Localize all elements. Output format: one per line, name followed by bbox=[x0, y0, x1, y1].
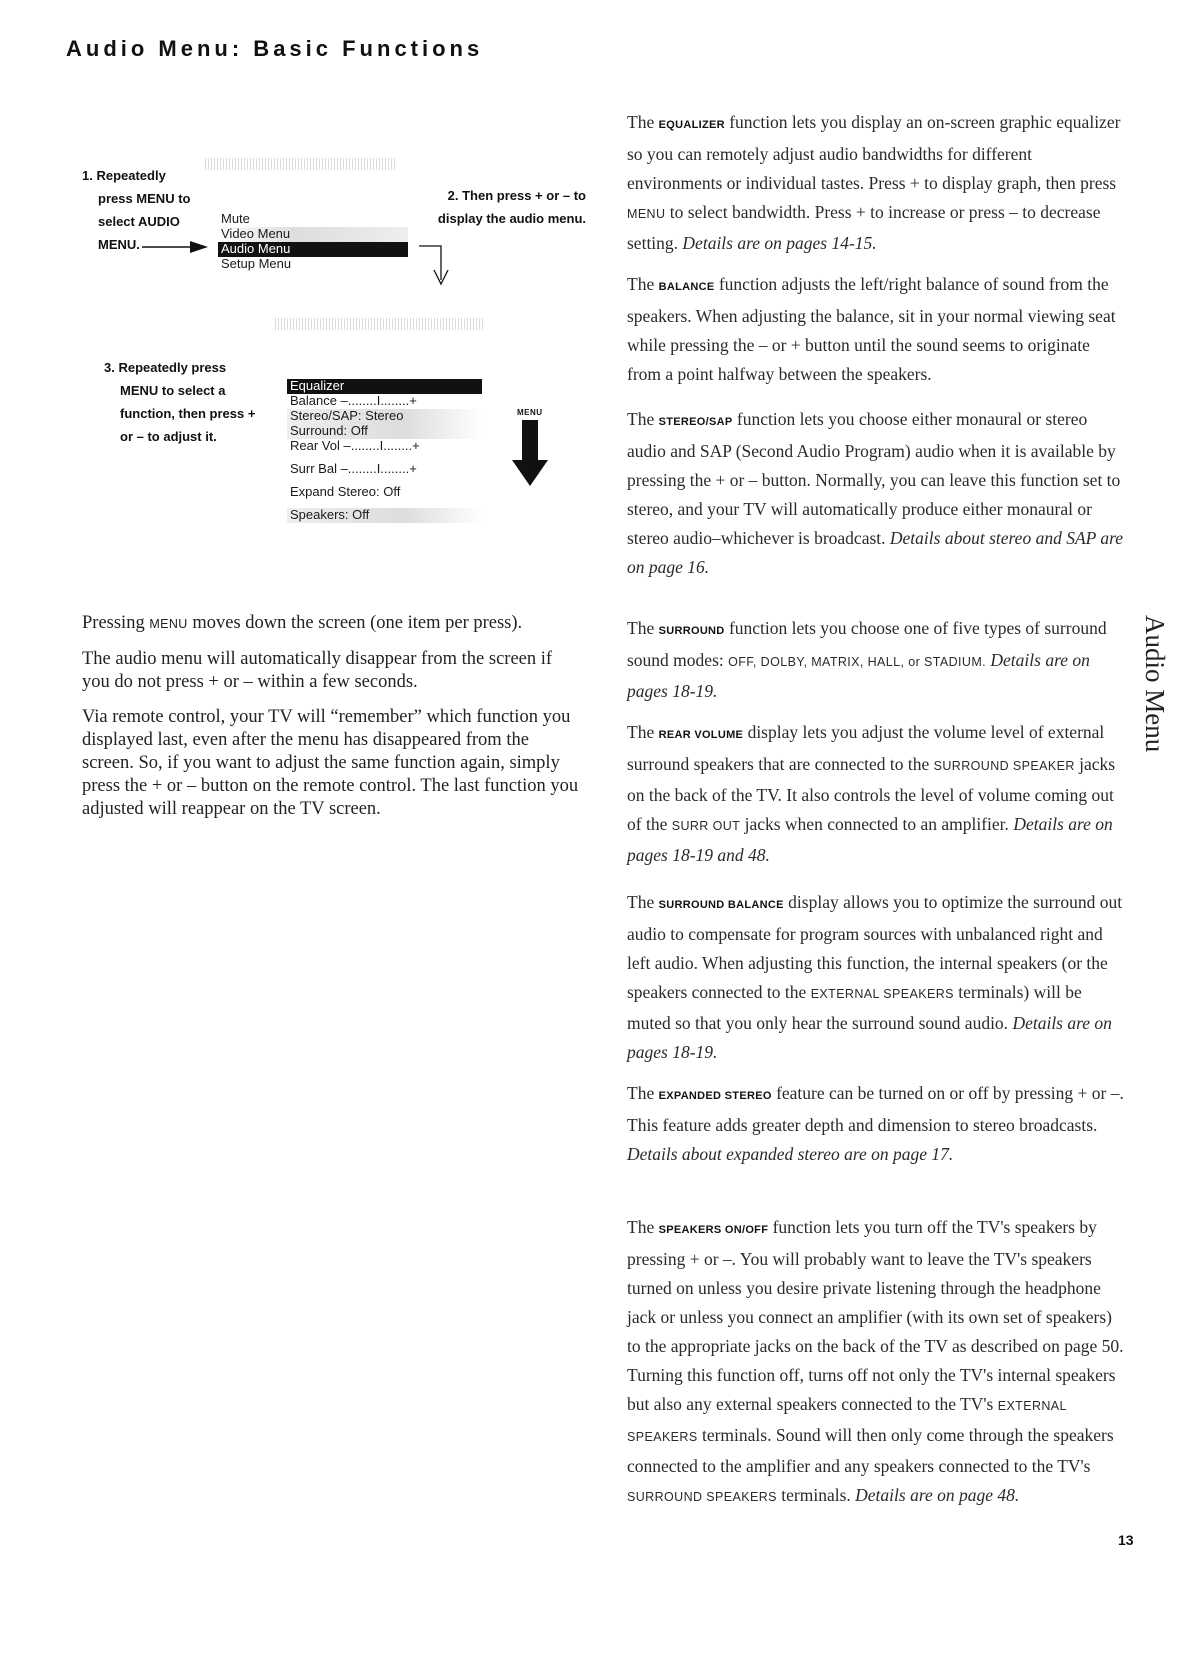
surround-paragraph bbox=[627, 614, 1127, 706]
text: jacks on the back of the TV. It also controls the level of volume coming out of the bbox=[627, 754, 1116, 834]
page-number: 13 bbox=[1118, 1532, 1134, 1548]
text: terminals) will be muted so that you only hear the surround sound audio. bbox=[627, 982, 1082, 1033]
rear-volume-paragraph bbox=[627, 718, 1127, 870]
text: The bbox=[627, 1083, 659, 1103]
keyword: STEREO/SAP bbox=[658, 416, 733, 428]
keyword: EXTERNAL SPEAKERS bbox=[810, 987, 954, 1001]
audio-menu-item-equalizer: Equalizer bbox=[287, 379, 482, 394]
main-menu-item-mute: Mute bbox=[221, 211, 250, 226]
audio-menu-item-surr-bal: Surr Bal –........I........+ bbox=[290, 461, 417, 476]
text: terminals. Sound will then only come through the speakers connected to the amplifier and any speakers connected to the TV's bbox=[627, 1425, 1114, 1476]
main-menu-item-video: Video Menu bbox=[218, 227, 408, 242]
expanded-stereo-paragraph bbox=[627, 1079, 1127, 1169]
keyword: MENU bbox=[627, 207, 666, 221]
step-2-line: display the audio menu. bbox=[437, 211, 586, 226]
page-reference: Details are on pages 18-19 and 48. bbox=[627, 814, 1113, 865]
section-side-tab: Audio Menu bbox=[1140, 615, 1170, 753]
left-column-text bbox=[82, 612, 582, 833]
audio-menu-item-speakers: Speakers: Off bbox=[287, 508, 482, 523]
page-reference: Details are on pages 18-19. bbox=[627, 1013, 1112, 1062]
paragraph bbox=[82, 612, 582, 636]
step-3-line: or – to adjust it. bbox=[120, 429, 217, 444]
paragraph: Via remote control, your TV will “remember” which function you displayed last, even after the menu has disappeared from the screen. So, if you want to adjust the same function again, simply press the + or – button on the remote control. The last function you adjusted will reappear on the TV screen. bbox=[82, 707, 579, 819]
keyword: BALANCE bbox=[658, 281, 715, 293]
right-arrow-icon bbox=[140, 240, 210, 254]
step-1-line: MENU. bbox=[98, 237, 140, 252]
text: display allows you to optimize the surround out audio to compensate for program sources with unbalanced right and left audio. When adjusting this function, the internal speakers (or the speakers connected to the bbox=[627, 892, 1123, 1002]
keyword: SURROUND SPEAKER bbox=[933, 759, 1075, 773]
audio-menu-item-balance: Balance –........I........+ bbox=[290, 393, 417, 408]
main-menu-osd bbox=[218, 212, 408, 272]
keyword: MENU bbox=[149, 617, 188, 631]
step-1-line: press MENU to bbox=[98, 191, 191, 206]
audio-menu-osd bbox=[287, 379, 482, 523]
keyword: REAR VOLUME bbox=[658, 729, 744, 741]
keyword: SPEAKERS ON/OFF bbox=[658, 1224, 769, 1236]
page-reference: Details are on page 48. bbox=[855, 1485, 1020, 1505]
equalizer-paragraph bbox=[627, 108, 1127, 258]
keyword: EXPANDED STEREO bbox=[658, 1090, 772, 1102]
bent-arrow-icon bbox=[417, 240, 453, 288]
text: function adjusts the left/right balance of sound from the speakers. When adjusting the balance, sit in your normal viewing seat while pressing the – or + button until the sound seems to originate from a point halfway between the speakers. bbox=[627, 274, 1116, 384]
text: terminals. bbox=[776, 1485, 856, 1505]
text: feature can be turned on or off by pressing + or –. This feature adds greater depth and dimension to stereo broadcasts. bbox=[627, 1083, 1124, 1135]
step-2-line: 2. Then press + or – to bbox=[447, 188, 586, 203]
paragraph: The audio menu will automatically disappear from the screen if you do not press + or – within a few seconds. bbox=[82, 649, 553, 692]
text: Pressing bbox=[82, 613, 150, 633]
step-1-line: select AUDIO bbox=[98, 214, 180, 229]
audio-menu-item-surround: Surround: Off bbox=[287, 424, 482, 439]
text: The bbox=[627, 274, 659, 294]
main-menu-item-setup: Setup Menu bbox=[221, 256, 292, 271]
keyword: SURROUND SPEAKERS bbox=[627, 1490, 777, 1504]
step-3-instruction bbox=[104, 356, 279, 448]
keyword: SURR OUT bbox=[671, 819, 741, 833]
menu-button-label: MENU bbox=[517, 408, 543, 417]
audio-menu-item-rear-vol: Rear Vol –........I........+ bbox=[290, 438, 420, 453]
keyword: EQUALIZER bbox=[658, 119, 725, 131]
balance-paragraph bbox=[627, 270, 1127, 389]
step-1-line: 1. Repeatedly bbox=[82, 168, 166, 183]
text: function lets you display an on-screen graphic equalizer so you can remotely adjust audio bandwidths for different environments or individual tastes. Press + to display graph, then press bbox=[627, 112, 1121, 193]
step-3-line: 3. Repeatedly press bbox=[104, 360, 227, 375]
page-reference: Details are on pages 14-15. bbox=[682, 233, 877, 253]
text: The bbox=[627, 1217, 659, 1237]
text: The bbox=[627, 722, 659, 742]
speakers-paragraph bbox=[627, 1213, 1127, 1512]
text: The bbox=[627, 409, 659, 429]
text: function lets you choose one of five types of surround sound modes: bbox=[627, 618, 1107, 670]
keyword: SURROUND BALANCE bbox=[658, 899, 784, 911]
text: The bbox=[627, 618, 659, 638]
audio-menu-item-expand-stereo: Expand Stereo: Off bbox=[290, 484, 401, 499]
surround-balance-paragraph bbox=[627, 888, 1127, 1067]
stereo-sap-paragraph bbox=[627, 405, 1127, 582]
page-reference: Details about expanded stereo are on page 17. bbox=[627, 1144, 954, 1164]
step-3-line: function, then press + bbox=[120, 406, 256, 421]
keyword: OFF, DOLBY, MATRIX, HALL, or STADIUM. bbox=[728, 655, 987, 669]
page-reference: Details are on pages 18-19. bbox=[627, 650, 1090, 701]
text: function lets you choose either monaural or stereo audio and SAP (Second Audio Program) audio when it is available by pressing the + or – button. Normally, you can leave this function set to stereo, and your TV will automatically produce either monaural or stereo audio–whichever is broadcast. bbox=[627, 409, 1121, 548]
keyword: SURROUND bbox=[658, 625, 725, 637]
screen-noise bbox=[205, 158, 395, 170]
text: function lets you turn off the TV's speakers by pressing + or –. You will probably want to leave the TV's speakers turned on unless you desire private listening through the headphone jack or unless you connect an amplifier (with its own set of speakers) to the appropriate jacks on the back of the TV as described on page 50. Turning this function off, turns off not only the TV's internal speakers but also any external speakers connected to the TV's bbox=[627, 1217, 1124, 1414]
text: jacks when connected to an amplifier. bbox=[740, 814, 1014, 834]
text: display lets you adjust the volume level of external surround speakers that are connected to the bbox=[627, 722, 1105, 774]
page-title: Audio Menu: Basic Functions bbox=[66, 36, 484, 61]
down-arrow-icon bbox=[512, 420, 548, 486]
keyword: EXTERNAL SPEAKERS bbox=[627, 1399, 1067, 1444]
step-2-instruction bbox=[416, 184, 586, 230]
text: to select bandwidth. Press + to increase or press – to decrease setting. bbox=[627, 202, 1101, 253]
page-reference: Details about stereo and SAP are on page 16. bbox=[627, 528, 1124, 577]
text: moves down the screen (one item per press). bbox=[187, 613, 523, 633]
screen-noise bbox=[275, 318, 485, 330]
step-3-line: MENU to select a bbox=[120, 383, 226, 398]
text: The bbox=[627, 112, 659, 132]
text: The bbox=[627, 892, 659, 912]
audio-menu-item-stereo-sap: Stereo/SAP: Stereo bbox=[287, 409, 482, 424]
main-menu-item-audio: Audio Menu bbox=[218, 242, 408, 257]
